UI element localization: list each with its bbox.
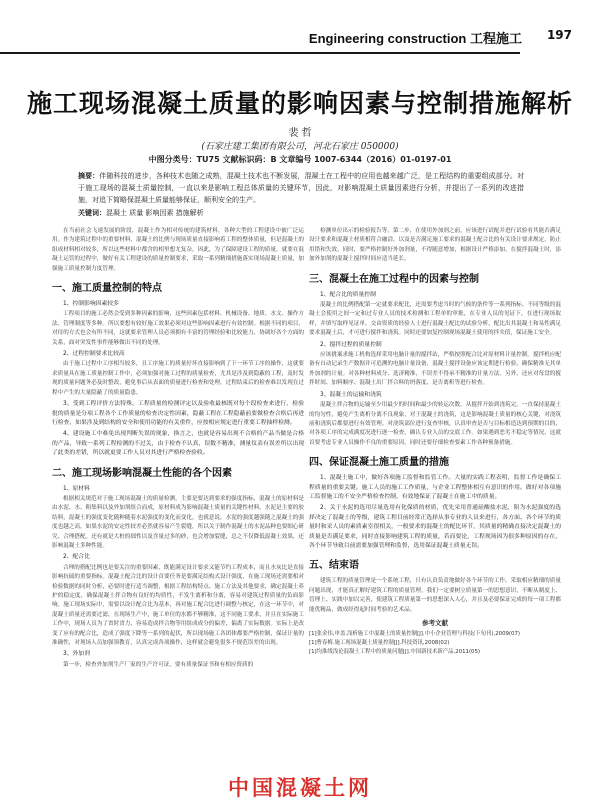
keywords (78, 208, 524, 218)
body-paragraph: 混凝土的比例搭配第一定就要求配比，还需要考虑当时的气候的条件等一系列指标。不同等级的混凝土会使用之间一定和过专业人员的技术检测和工程单的审批，在专业人员的见证下，在进行现场取样，并填写取样见证单。交由资质的经验人士进行混凝土配比的试验分析，配比出其混凝土和易性满足要求混凝土后，才可进行搅拌和浇筑。同时还要加复控制现场混凝土使用的拌夹值，保证施工安全。 (309, 302, 561, 337)
abstract-label: 摘要： (78, 172, 100, 180)
subsection-paragraph: 1、混凝土施工中，做好各项施工监督和监管工作。大量的实践工程表明，监督工作是确保工程质量的重要关键。施工人员的施工工作质量，与企业工程整体相互有意识的作用。做好对各项施工监督施工的不安全严格检查控制，有效地保证了混凝土在施工中的质量。 (309, 475, 561, 500)
subsection-paragraph: 3、外加剂 (63, 651, 90, 658)
subsection-paragraph: 2、过程控制要求比较高 (63, 351, 125, 358)
keywords-text: 混凝土 质量 影响因素 措施解析 (106, 209, 204, 217)
section-heading: 一、施工质量控制的特点 (52, 283, 162, 295)
body-paragraph: 建筑工程的质量管理是一个系统工程，只有认真负责地做好各个环节的工作，采取相应精细的质量问题出现，才能真正解好建筑工程的质量管理。我们一定要树立质量第一的思想意识，不断从制度上、管理上、实践中加以完善，使建筑工程质量第一的思想深入人心，并且及必要保证完成的每一项工程都能优精品，做成经得起时间考验的艺术品。 (309, 578, 561, 613)
left-column (52, 227, 304, 672)
body-paragraph: 在当前社会飞速发展的阶段，混凝土作为相对传统的建筑材料，各种大型的工程建设中被广泛运用。作为建筑过程中的重要材料，混凝土的比例与现场质量直接影响着工程的整体质量，但是混凝土的组成材料相对较多，所以这些材料中都含的相里想尤复杂，因此，为了保障建设工程的质量，就要在混凝土运管的过程中，做好有关工程建设的质量控制要求，采取一系列精细措施落实现场混凝土质量，加强施工质量控制力度管理。 (52, 228, 304, 272)
body-paragraph: 应该挑案求施工机构选择采用电脑计量的搅拌站，严格按照配合比对原材料计量控制。搅拌机应配备有自动记录生产数据并可追溯的电脑计量设备，混凝土搅拌设备应该定期进行检验，确保精准无其单外加剂的计量。对各种材料成分、选济精准，不误差不得承不精准的计量方法。另外，还应对每盘的搅拌时间、加料顺序、混凝土出厂拌合料的坍落度、是否离析等进行检查。 (309, 352, 561, 387)
references-heading: 参考文献 (422, 619, 448, 627)
section-heading: 二、施工现场影响混凝土性能的各个因素 (52, 467, 232, 479)
body-paragraph: 第一步，检查外加剂生产厂家的生产许可证，要有质量保证书和有相应资质的 (63, 661, 254, 668)
classification-line: 中图分类号：TU75 文献标识码：B 文章编号 1007-6344（2016）01-0197-01 (148, 155, 452, 164)
abstract-text: 伴随科技的进步，各种技术也随之成熟，混凝土技术也不断发展，混凝土在工程中的应用也越来越广泛，是工程结构的重要组成部分。对于施工现场的混凝土质量控制，一直以来是影响工程总体质量的关键环节，因此，对影响混凝土质量因素进行分析，并提出了一系列的改进措施，对追下简略保混凝土质量能够保证，顺利安全的生产。 (78, 172, 525, 204)
subsection-paragraph: 1、配合比的质量控制 (320, 291, 376, 298)
right-column (309, 227, 561, 657)
reference-item: [1]曹春梅.施工现场混凝土质量控制[J].科技资讯,2008(02) (309, 640, 450, 647)
page-number: 197 (546, 28, 572, 42)
reference-item: [1]张金伟,申盖.浅析施工中混凝土的质量控制[J].中小企业管理与科技(下旬刊),2009(07) (309, 631, 520, 638)
subsection-paragraph: 4、建设施工中难免出现判断失误的现象，换言之，也就是容易出现不合格的产品当做是合格的产品，导致一系列工程检测的不过关，由于检查不认真，误数不精准，测量仪表有误差所以出现了此类的差错，所以就更要工作人员对其进行严格检查验收。 (52, 431, 304, 457)
section-heading: 五、结束语 (309, 560, 359, 572)
subsection-paragraph: 2、关于水泥的选用尽量选用有化保质的材质，优先采用普通硅酸盐水泥，阻为水泥强度的选择决定了混凝土的等级，建筑工程目前经常正选择从事专业的人员来进行，各方面、各个环节的质量时和采人员的素质素室很相关，一般要求的混凝土的配比环节，其质量的精确直接决定混凝土的质量是否满足要求，同时直接影响建筑工程的质量，若而要论，工程现场因为很多种原因的存在，各个环节导致目前需要加强管理和监督，选用保证混凝土质量无误。 (309, 505, 561, 549)
body-paragraph: 检测单位出示的检验报告等。第二步，在使用外加剂之前，应该进行试配并进行试验看其能否满足设计要求和混凝土材质相符合融洽，以及是否满足施工要求的混凝土配合比的有关设计要求规定，防止用错和失效。同时，要严格控制好外加剂量，不得随意增加，根据设计严格添加。在搅拌混凝土时，添加外加剂的混凝土搅拌时间应适当延长。 (309, 228, 561, 263)
section-heading: 三、混凝土在施工过程中的因素与控制 (309, 273, 479, 285)
right-column-body (309, 227, 561, 615)
reference-list (309, 630, 561, 657)
section-heading: 四、保证混凝土施工质量的措施 (309, 457, 449, 469)
subsection-paragraph: 2、配合比 (63, 554, 90, 561)
journal-name: Engineering construction 工程施工 (308, 31, 522, 46)
keywords-label: 关键词： (78, 209, 106, 217)
author-name: 裴 哲 (288, 128, 312, 139)
body-paragraph: 混凝土拌合物的运输至少用最少的时间和最少的转运次数，从搅拌开始到浇筑完，一直保持混凝土的均匀性，避免产生离析分离不良现象，对于混凝土的浇筑，这是影响混凝土质量的核心关键，对浇筑前和浇筑后都要进行有效管理。对浇筑部位进行复查审核，认真审查是否与目标相造达到预期的目的，对各项工序的完成满度况进行逐一检查，确认专业人员的交底工作。如果遇到恶劣不稳定等情况，这就首要考虑专业人员操作不良的重要原因，同时还要仔细检查要素工作各种预备措施。 (309, 402, 561, 446)
body-paragraph: 根据相关规范对于施工现场混凝土的质量检测，主要是要达到要求的强度指标，混凝土的原材料是由水泥、水、粗集料以及外加剂组合而成，原材料成为影响混凝土质量的关键性材料。水泥是主要的胶结料，混凝土的强度变化随种随着水泥强度的变化而变化，也就意说，水泥的强度越强随之混凝土的强度也越之高，如果水泥的安定性较差必然就容易产生裂缝，所以关于制作混凝土的水泥品种也要细心研究、合理搭配。还有就是大桩的细性以及含量过多的砂，也会增加裂缝，总之不仅降低混凝土效果，还影响混凝土多种性能。 (52, 495, 304, 549)
subsection-paragraph: 1、原材料 (63, 485, 90, 492)
body-paragraph: 合理的搭配比例也是要关注的重要因素，既能满足设计要求又能节约工程成本，而且水灰比是直接影响抗硫的重要指标。混凝土配合比的设计首要任务是要满足结构式设计强度，在施工现场还需要相对检验数据的同时分析，必要时进行适当调整，根据工程结构特点、施工方法及其他要求，确定混凝土养护的稳定度，确保混凝土拌合物有良好的均质性，不发生离析和分离，容易对建筑过程质量的负面影响。施工现场实际中，需要以设计配合比为基本，再对施工配合比进行调整与核定，在这一环节中，对混凝土质量还需要过滤，在现场生产中，施工单位的水都不够精准，这不同施工要求，并且在实际施工工作中，现场人员为了省时省力，容易造成拌合物等用组成成分的偏差，偏离了实际数据。实际上是改变了应有的配合比，造成了强度下降等一系列的起伏，所以现场施工各团体都要严格控制，保证计量的准确性，对现场人员加强领教育，认真完成各项操作，这样就会避免很多不规范误差的出现。 (52, 564, 304, 647)
article-title: 施工现场混凝土质量的影响因素与控制措施解析 (26, 89, 573, 118)
body-paragraph: 由于施工过程中工序相当较多，且工序施工的质量好坏直接影响到了下一环节工序的操作，这就要求质量具在施工质量控制工作中，必须加强对施工过程的质量检查，尤其是涉及到隐蔽的工程，及时发现的质量问题务必及时整改，避免事后从表面的质量进行检查和处理，过程结束后的检查难以发现在过程中产生的大量隐蔽了的质量隐患。 (52, 361, 304, 396)
watermark: 中国混凝土网 (228, 776, 372, 800)
body-paragraph: 工程项目的施工必然会受到多种因素的影响，这些因素包括材料、机械设备、地质、水文、操作方法、管理制度等多种。所以要想有较好施工效果必须对这些影响因素进行有效控制。根据不同的项目，对待的方式也会有所不同，这就要求管理人员必须拥有丰富的管理经验和比较能力，协调好各个方面的关系，面对突发性事件能够做出不同的处理。 (52, 311, 304, 346)
author-affiliation: (石家庄建工集团有限公司，河北石家庄 050000) (201, 142, 399, 152)
subsection-paragraph: 3、混凝土的运输和浇筑 (320, 391, 382, 398)
subsection-paragraph: 1、控制影响因素较多 (63, 301, 119, 308)
reference-item: [1]均淮线浅论混凝土工程中的质量问题[J].中国新技术新产品,2011(05) (309, 649, 481, 656)
subsection-paragraph: 3、受到工程评价方法特殊，工程质量的检测评定以及验收最核既对每个段检查来进行，检验批的质量是分项工程各个工作质量的检查决定性因素，隐蔽工程在工程隐蔽前要做检查合格后再进行检查，如果涉及到结构的安全和使用功能的有关重件，应按相应规定进行重要工程抽样检测。 (52, 401, 304, 426)
subsection-paragraph: 2、搅拌过程的质量控制 (320, 341, 382, 348)
page-header (0, 18, 600, 58)
header-rule (0, 52, 520, 54)
abstract (78, 170, 524, 206)
